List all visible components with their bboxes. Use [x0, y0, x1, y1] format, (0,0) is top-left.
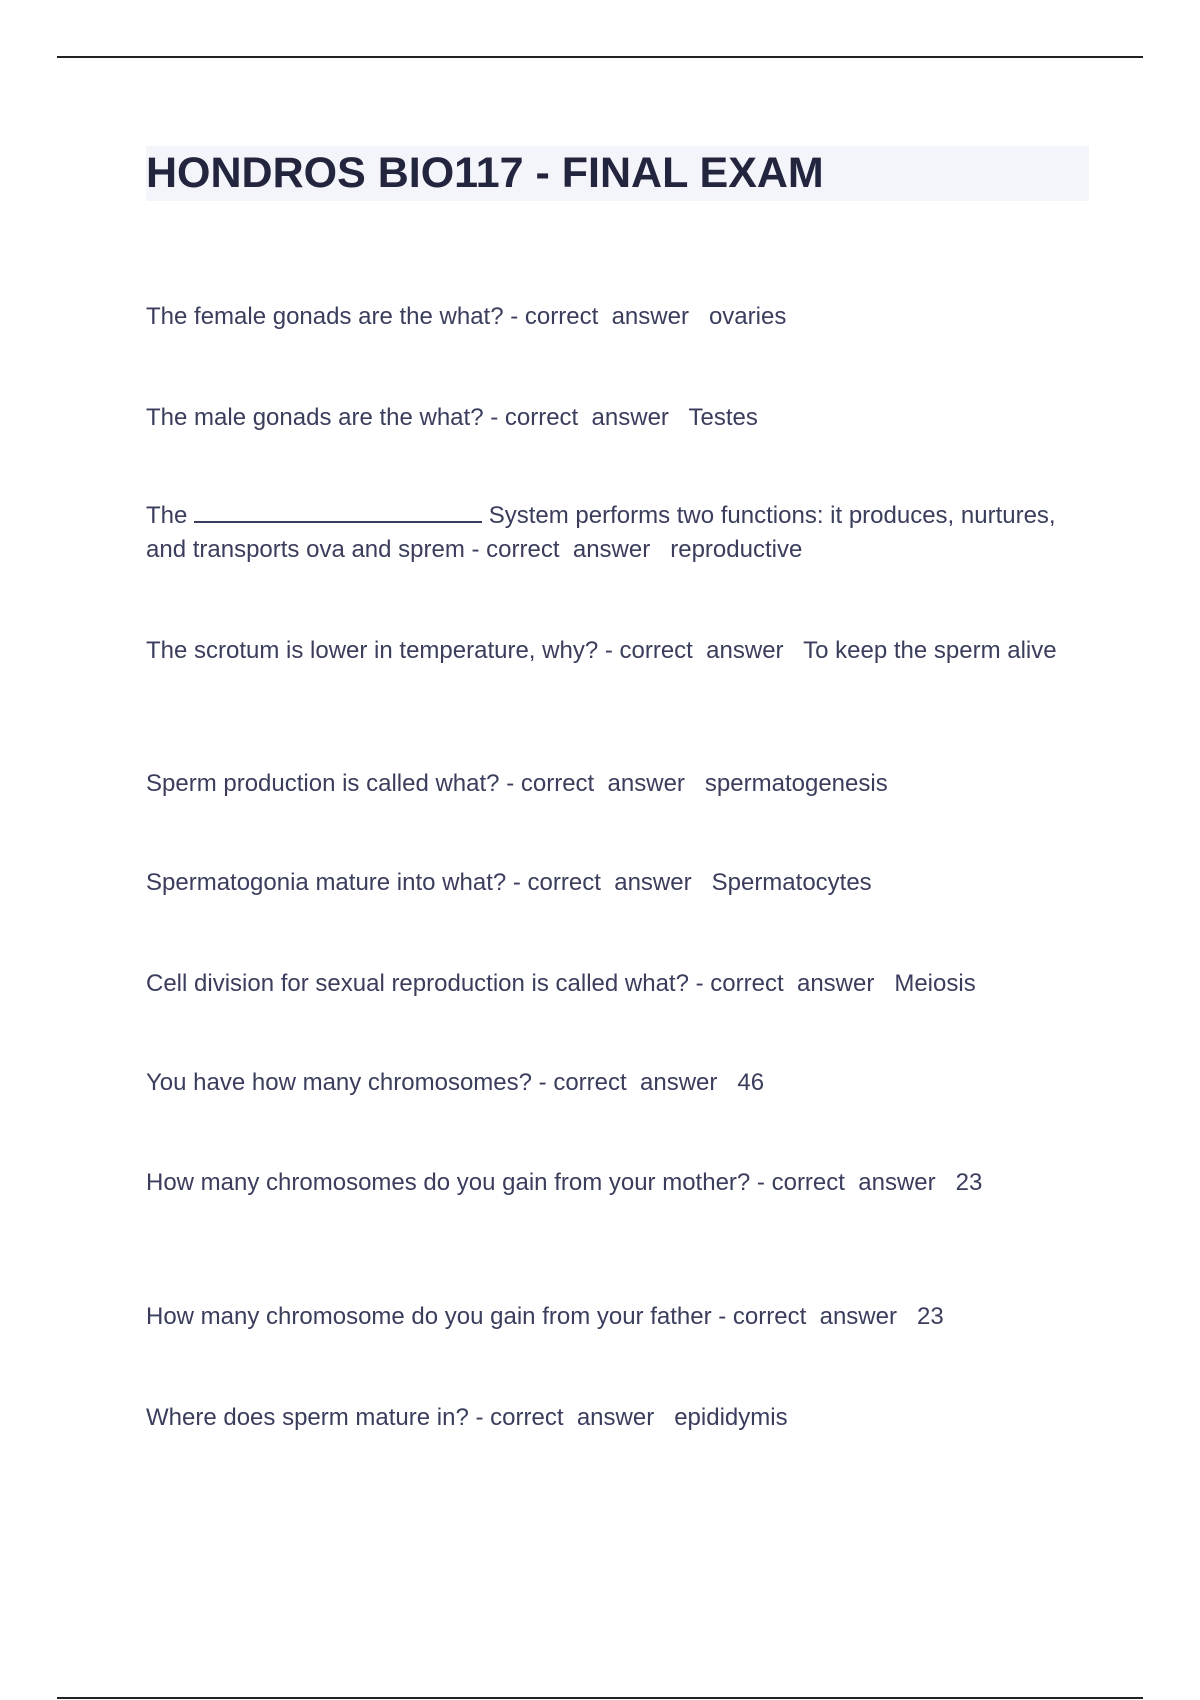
- answer-text: 23: [916, 1303, 944, 1330]
- question-text: The scrotum is lower in temperature, why?: [146, 637, 599, 664]
- answer-text: Spermatocytes: [711, 869, 872, 896]
- answer-separator: - correct answer: [464, 536, 671, 563]
- qa-item: [146, 1166, 1096, 1200]
- page-title: HONDROS BIO117 - FINAL EXAM: [146, 149, 824, 197]
- answer-text: epididymis: [674, 1404, 788, 1431]
- answer-text: spermatogenesis: [704, 770, 888, 797]
- question-text-start: The: [146, 502, 195, 529]
- answer-separator: - correct answer: [711, 1303, 917, 1330]
- qa-item: [146, 499, 1096, 567]
- qa-item: [146, 767, 1096, 801]
- qa-item: [146, 1066, 1096, 1100]
- answer-separator: - correct answer: [598, 637, 804, 664]
- question-text: The male gonads are the what?: [146, 404, 484, 431]
- bottom-rule: [57, 1697, 1143, 1699]
- answer-text: ovaries: [708, 303, 787, 330]
- question-text: Spermatogonia mature into what?: [146, 869, 507, 896]
- answer-separator: - correct answer: [688, 970, 895, 997]
- answer-text: Meiosis: [894, 970, 976, 997]
- fill-in-blank-line: [194, 499, 482, 523]
- answer-separator: - correct answer: [499, 770, 705, 797]
- answer-separator: - correct answer: [483, 404, 689, 431]
- answer-text: reproductive: [670, 536, 803, 563]
- answer-separator: - correct answer: [468, 1404, 675, 1431]
- answer-separator: - correct answer: [750, 1169, 956, 1196]
- qa-item: [146, 634, 1096, 668]
- answer-separator: - correct answer: [532, 1069, 738, 1096]
- qa-item: [146, 1401, 1096, 1435]
- question-text: The female gonads are the what?: [146, 303, 504, 330]
- question-text: You have how many chromosomes?: [146, 1069, 532, 1096]
- answer-text: Testes: [688, 404, 758, 431]
- top-rule: [57, 56, 1143, 58]
- answer-text: To keep the sperm alive: [803, 637, 1057, 664]
- answer-separator: - correct answer: [506, 869, 712, 896]
- question-text-end: System performs two functions: it produces, nurtures, and transports ova and sprem: [146, 502, 1056, 563]
- answer-text: 23: [955, 1169, 983, 1196]
- question-text: Where does sperm mature in?: [146, 1404, 469, 1431]
- qa-item: [146, 967, 1096, 1001]
- qa-item: [146, 300, 1096, 334]
- question-text: How many chromosome do you gain from your father: [146, 1303, 712, 1330]
- answer-text: 46: [737, 1069, 765, 1096]
- question-text: Cell division for sexual reproduction is called what?: [146, 970, 689, 997]
- answer-separator: - correct answer: [503, 303, 709, 330]
- qa-item: [146, 866, 1096, 900]
- question-text: Sperm production is called what?: [146, 770, 500, 797]
- question-text: How many chromosomes do you gain from your mother?: [146, 1169, 751, 1196]
- qa-item: [146, 401, 1096, 435]
- qa-item: [146, 1300, 1096, 1334]
